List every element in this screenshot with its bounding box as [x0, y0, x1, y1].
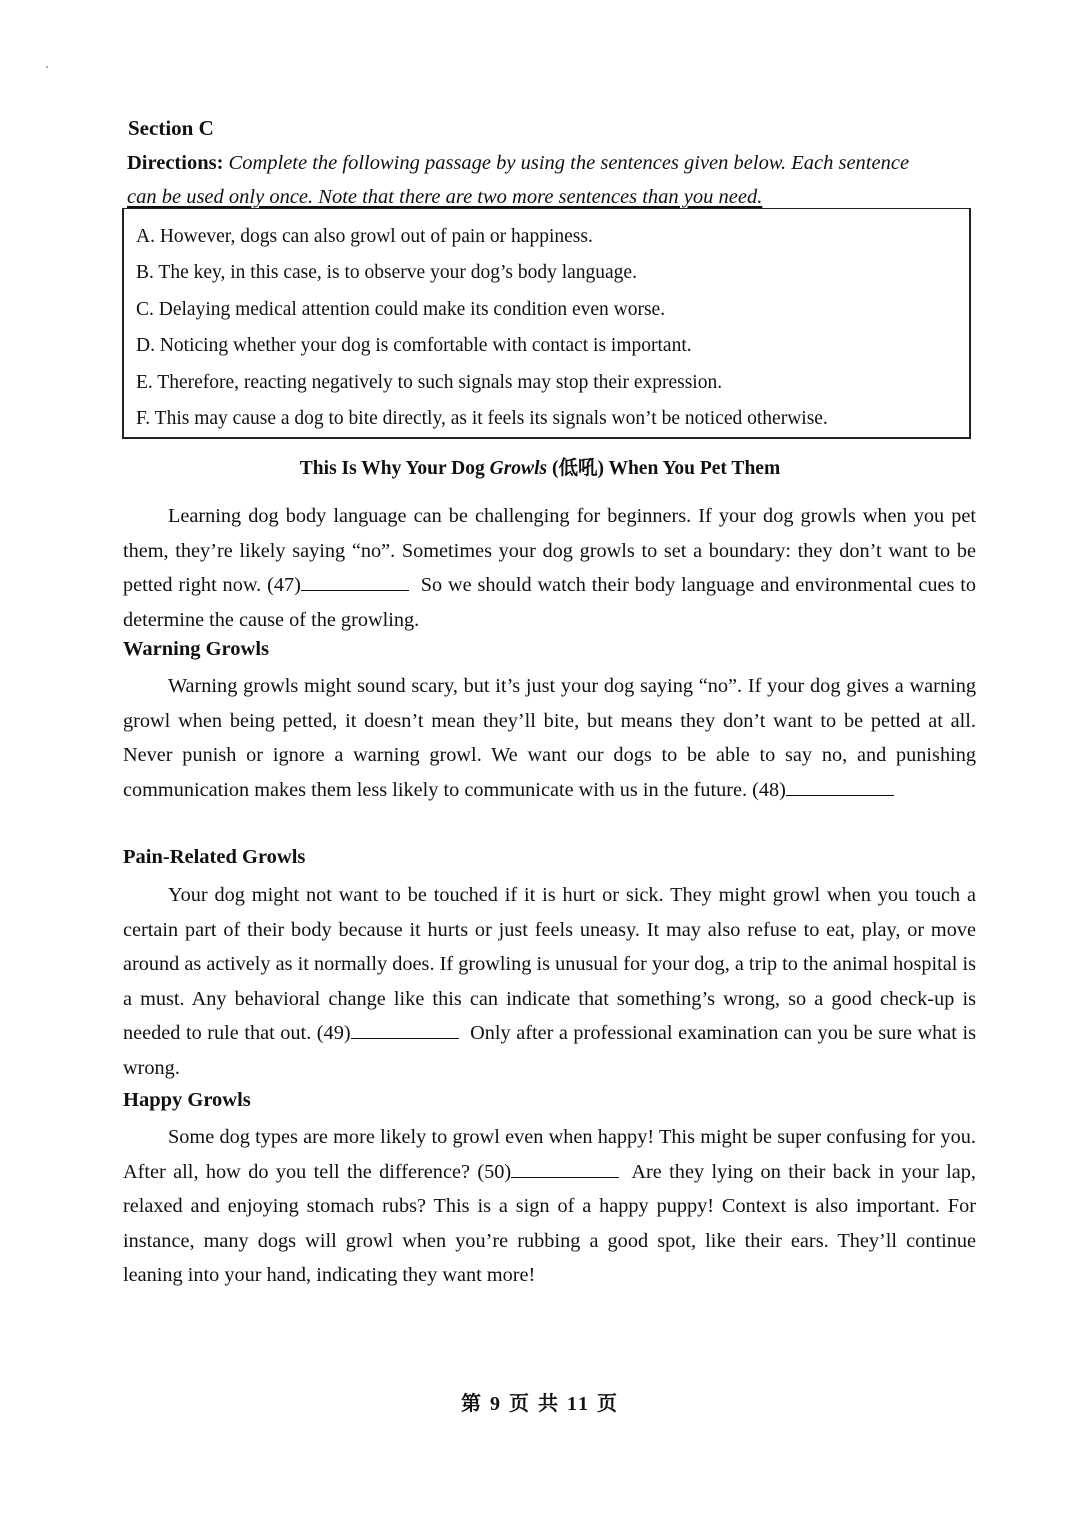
warning-text: Warning growls might sound scary, but it’s just your dog saying “no”. If your dog gives a warning growl when being petted, it doesn’t mean they’ll bite, but means they don’t want to be petted at all. Never punish or ignore a warning growl. We want our dogs to be able to say no, and punishing communication makes them less likely to communicate with us in the future. (48) — [123, 675, 976, 801]
option-a: A. However, dogs can also growl out of pain or happiness. — [136, 226, 593, 247]
article-title-part2: (低吼) When You Pet Them — [547, 458, 781, 479]
warning-paragraph — [123, 669, 976, 807]
blank-50[interactable] — [511, 1159, 619, 1178]
article-title-part1: This Is Why Your Dog — [299, 458, 490, 479]
option-e: E. Therefore, reacting negatively to such signals may stop their expression. — [136, 371, 723, 393]
option-c: C. Delaying medical attention could make its condition even worse. — [136, 298, 666, 320]
pain-text-2: Only after a professional examination can you be sure what is wrong. — [123, 1022, 976, 1079]
happy-text-1: Some dog types are more likely to growl even when happy! This might be super confusing for you. After all, how do you tell the difference? (50) — [123, 1126, 976, 1183]
happy-heading: Happy Growls — [123, 1089, 251, 1111]
options-box — [122, 208, 971, 439]
directions-text-line2: can be used only once. Note that there are two more sentences than you need. — [127, 186, 763, 208]
directions-label: Directions: — [127, 152, 224, 174]
directions — [127, 146, 977, 214]
happy-text-2: Are they lying on their back in your lap, relaxed and enjoying stomach rubs? This is a sign of a happy puppy! Context is also important. For instance, many dogs will growl when you’re rubbing a good spot, like their ears. They’ll continue leaning into your hand, indicating they want more! — [123, 1160, 976, 1286]
page-number: 第 9 页 共 11 页 — [461, 1393, 619, 1415]
blank-49[interactable] — [351, 1020, 459, 1039]
blank-48[interactable] — [786, 777, 894, 796]
pain-heading: Pain-Related Growls — [123, 846, 306, 868]
article-title-italic: Growls — [489, 458, 548, 479]
option-f: F. This may cause a dog to bite directly, as it feels its signals won’t be noticed otherwise. — [136, 408, 828, 430]
option-b: B. The key, in this case, is to observe your dog’s body language. — [136, 262, 637, 284]
article-title — [0, 452, 1080, 480]
happy-paragraph — [123, 1120, 976, 1293]
warning-heading: Warning Growls — [123, 638, 269, 660]
intro-text-1: Learning dog body language can be challenging for beginners. If your dog growls when you pet them, they’re likely saying “no”. Sometimes your dog growls to set a boundary: they don’t want to be petted right now. (47) — [123, 505, 976, 596]
intro-paragraph — [123, 499, 976, 637]
pain-text-1: Your dog might not want to be touched if it is hurt or sick. They might growl when you touch a certain part of their body because it hurts or just feels uneasy. It may also refuse to eat, play, or move around as actively as it normally does. If growling is unusual for your dog, a trip to the animal hospital is a must. Any behavioral change like this can indicate that something’s wrong, so a good check-up is needed to rule that out. (49) — [123, 884, 976, 1044]
section-title: Section C — [128, 116, 214, 140]
pain-paragraph — [123, 878, 976, 1085]
blank-47[interactable] — [301, 572, 409, 591]
option-d: D. Noticing whether your dog is comfortable with contact is important. — [136, 335, 692, 357]
scan-speck — [46, 66, 48, 68]
intro-text-2: So we should watch their body language and environmental cues to determine the cause of the growling. — [123, 574, 976, 631]
directions-text-line1: Complete the following passage by using the sentences given below. Each sentence — [228, 152, 910, 174]
